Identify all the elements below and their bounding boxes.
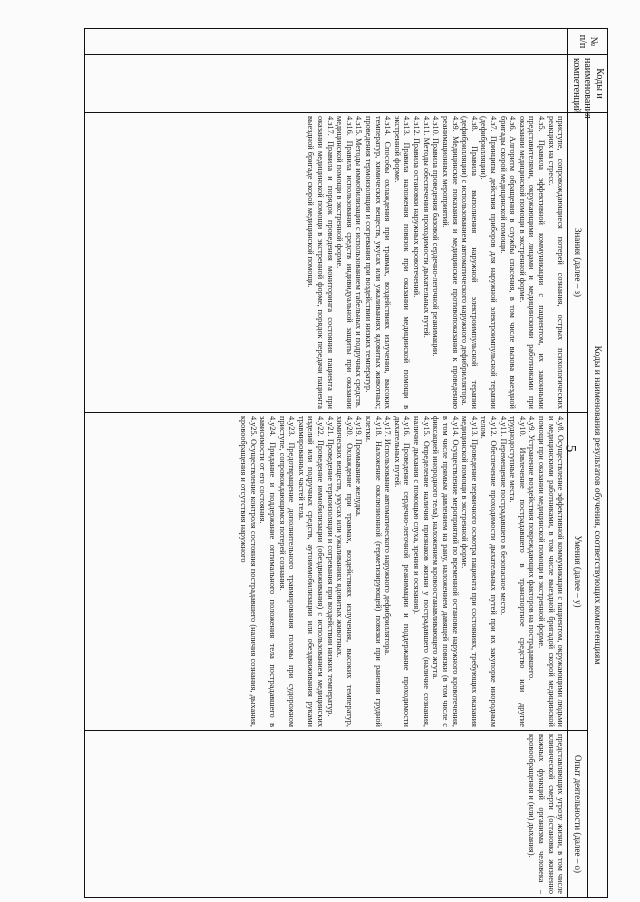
cell-number bbox=[84, 29, 567, 55]
knowledge-item: 4.з9. Медицинские показания и медицинские противопоказания к проведению реанимационных мероприятий. bbox=[440, 116, 460, 409]
knowledge-item: 4.з5. Правила эффективной коммуникации с пациентом, их законными представителями, окружающими лицами и медицинскими работниками при оказании медицинской помощи в экстренной форме. bbox=[517, 116, 546, 409]
skill-item: 4.у15. Определение наличия признаков жизни у пострадавшего (наличие сознания, наличие дыхания с помощью слуха, зрения и осязания). bbox=[412, 416, 431, 727]
header-number: № п/п bbox=[568, 29, 608, 55]
skill-item: 4.у10. Извлечение пострадавшего в транспортное средство или другие труднодоступные места. bbox=[508, 416, 527, 727]
knowledge-item: 4.з10. Правила проведения базовой сердечно-легочной реанимации. bbox=[431, 116, 441, 357]
cell-knowledge bbox=[84, 113, 567, 413]
skill-item: 4.у17. Использование автоматического наружного дефибриллятора. bbox=[383, 416, 393, 656]
cell-experience bbox=[84, 731, 567, 898]
knowledge-item: 4.з15. Методы иммобилизации с использованием табельных и подручных средств. bbox=[354, 116, 364, 408]
knowledge-item: приступе, сопровождающиеся потерей сознания, острых психологических реакциях на стресс. bbox=[546, 116, 566, 409]
header-knowledge: Знания (далее – з) bbox=[568, 113, 587, 413]
knowledge-item: 4.з7. Принципы действия приборов для наружной электроимпульсной терапии (дефибрилляции). bbox=[479, 116, 498, 409]
knowledge-item: 4.з16. Правила использования средств индивидуальной защиты при оказании медицинской помощи в экстренной форме. bbox=[335, 116, 354, 409]
knowledge-item: 4.з12. Правила остановки наружных кровотечений. bbox=[412, 116, 422, 298]
knowledge-item: 4.з8. Правила выполнения наружной электроимпульсной терапии (дефибрилляции) с использованием автоматического наружного дефибриллятора. bbox=[460, 116, 479, 409]
rotated-table-wrapper bbox=[92, 28, 608, 898]
page-number: 5 bbox=[562, 444, 579, 453]
skill-item: 4.у16. Проведение сердечно-легочной реанимации и поддержание проходимости дыхательных путей. bbox=[392, 416, 412, 727]
knowledge-item: 4.з11. Методы обеспечения проходимости дыхательных путей. bbox=[421, 116, 431, 338]
header-experience: Опыт деятельности (далее – о) bbox=[568, 731, 587, 898]
skill-item: 4.у11. Перемещение пострадавшего в безопасное место. bbox=[498, 416, 508, 616]
skill-item: 4.у20. Охлаждение при травмах, воздействиях излучения, высоких температур, химических веществ, укусах или ужаливаниях ядовитых животных. bbox=[335, 416, 354, 727]
skill-item: 4.у14. Осуществление мероприятий по временной остановке наружного кровотечения, в том числе прямым давлением на рану, наложением давящей повязки (в том числе с фиксацией инородного тела), наложением кровоостанавливающего жгута. bbox=[431, 416, 460, 727]
table-row bbox=[84, 29, 567, 898]
skill-item: 4.у12. Обеспечение проходимости дыхательных путей при их закупорке инородным телом. bbox=[479, 416, 498, 727]
knowledge-item: 4.з6. Алгоритм обращения в службы спасения, в том числе вызова выездной бригады скорой медицинской помощи. bbox=[498, 116, 518, 409]
cell-skills bbox=[84, 413, 567, 731]
skill-item: 4.у9. Устранение воздействия повреждающих факторов на пострадавшего. bbox=[527, 416, 537, 681]
competency-table bbox=[84, 28, 608, 898]
skill-item: 4.у25. Осуществление контроля состояния пострадавшего (наличия сознания, дыхания, кровообращения и отсутствия наружного bbox=[239, 416, 258, 727]
cell-codes bbox=[84, 55, 567, 113]
skill-item: 4.у21. Проведение термоизоляции и согревания при воздействии низких температур. bbox=[325, 416, 335, 717]
skill-item: 4.у8. Осуществление эффективной коммуникации с пациентом, окружающими людьми и медицинскими работниками, в том числе выездной бригадой скорой медицинской помощи при оказании медицинской помощи в экстренной форме. bbox=[537, 416, 566, 727]
skill-item: 4.у19. Промывание желудка. bbox=[354, 416, 364, 517]
header-skills: Умения (далее – у) bbox=[568, 413, 587, 731]
skill-item: 4.у23. Предотвращение дополнительного травмирования головы при судорожном приступе, сопровождающимся потерей сознания. bbox=[277, 416, 297, 727]
knowledge-item: 4.з17. Правила и порядок проведения мониторинга состояния пациента при оказании медицинской помощи в экстренной форме, порядок передачи пациента выездной бригаде скорой медицинской помощи. bbox=[306, 116, 335, 409]
header-results: Коды и наименования результатов обучения, соответствующих компетенциям bbox=[587, 113, 607, 898]
skill-item: 4.у22. Проведение иммобилизации (обездвиживания) с использованием медицинских изделий или подручных средств, аутоиммобилизации или обездвиживания руками травмированных частей тела. bbox=[296, 416, 325, 727]
skill-item: 4.у18. Наложение окклюзионной (герметизирующей) повязки при ранении грудной клетки. bbox=[364, 416, 383, 727]
knowledge-item: 4.з14. Способы охлаждения при травмах, воздействиях излучения, высоких температур, химических веществ, укусах или ужаливаниях ядовитых животных; проведения термоизоляции и согревания при воздействии низких температур. bbox=[364, 116, 393, 409]
knowledge-item: 4.з13. Правила наложения повязок при оказании медицинской помощи в экстренной форме. bbox=[392, 116, 412, 409]
skill-item: 4.у13. Проведение первичного осмотра пациента при состояниях, требующих оказания медицинской помощи в экстренной форме. bbox=[460, 416, 479, 727]
skill-item: 4.у24. Придание и поддержание оптимального положения тела пострадавшего в зависимости от его состояния. bbox=[258, 416, 277, 727]
header-codes: Коды и наименования компетенций bbox=[568, 55, 608, 113]
experience-item: представляющих угрозу жизни, в том числе клинической смерти (остановка жизненно важных функций организма человека – кровообращения и (или) дыхания). bbox=[527, 734, 566, 894]
